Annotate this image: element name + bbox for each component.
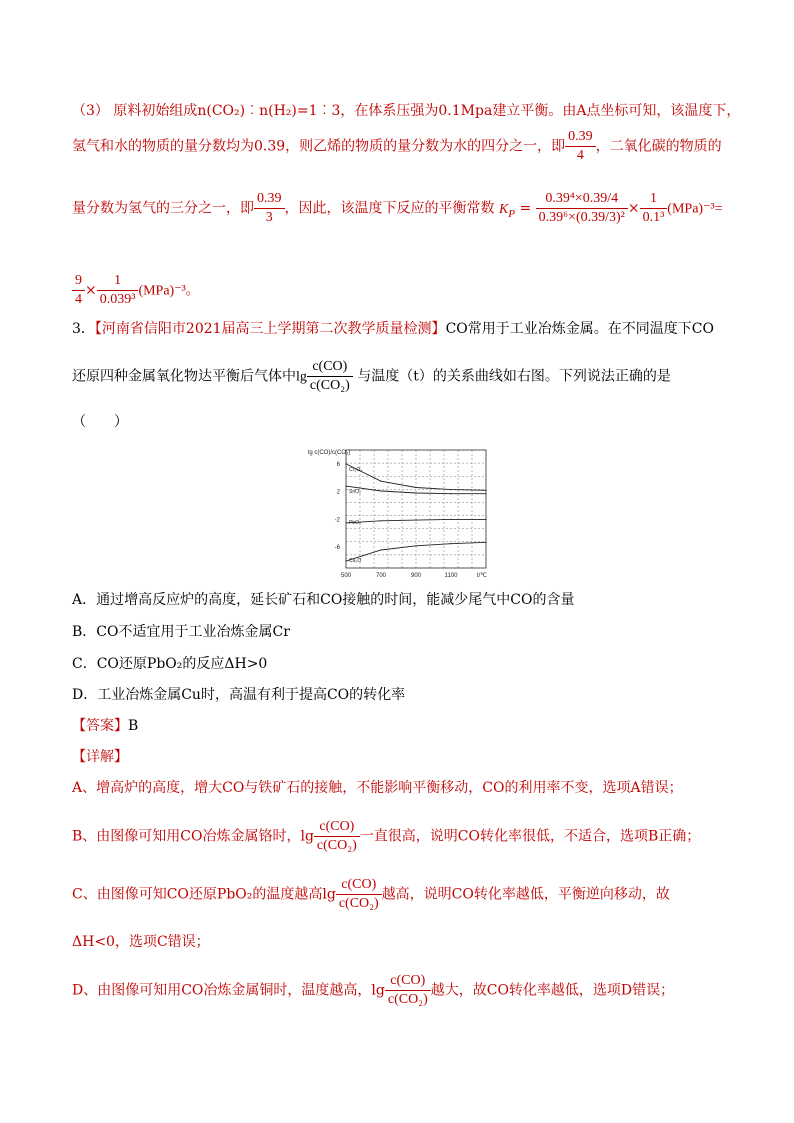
data-point bbox=[380, 490, 381, 491]
fraction-039-over-4: $\frac{0.39}{4}$ bbox=[565, 128, 596, 165]
fraction-cco-over-cco2: $\frac{c(CO)}{\text{c(CO₂)}}$ bbox=[307, 358, 353, 395]
y-tick-label: 2 bbox=[336, 489, 340, 496]
x-tick-label: 700 bbox=[375, 573, 387, 579]
q3-source: 【河南省信阳市2021届高三上学期第二次教学质量检测】 bbox=[94, 321, 446, 337]
detail-c: C、由图像可知CO还原PbO₂的温度越高lg $\frac{c(CO)}{\text{c(CO₂)}}$ 越高，说明CO转化率越低，平衡逆向移动，故 bbox=[72, 877, 670, 911]
detail-d: D、由图像可知用CO冶炼金属铜时，温度越高，lg $\frac{c(CO)}{\text{c(CO₂)}}$ 越大，故CO转化率越低，选项D错误； bbox=[72, 973, 675, 1007]
q3-line2: 还原四种金属氧化物达平衡后气体中lg $\frac{c(CO)}{\text{c(CO₂)}}$ 与温度（t）的关系曲线如右图。下列说法正确的是 bbox=[72, 359, 671, 393]
data-point bbox=[485, 519, 486, 520]
part3-line1: （3） 原料初始组成n(CO₂)︰n(H₂)=1︰3，在体系压强为0.1Mpa建立平衡。由A点坐标可知，该温度下， bbox=[72, 103, 741, 119]
kp-main-fraction: $\frac{\text{0.39⁴×0.39/4}}{\text{0.39⁶×(0.39/3)²}}$ bbox=[536, 190, 628, 227]
data-point bbox=[380, 549, 381, 550]
data-point bbox=[345, 560, 346, 561]
data-point bbox=[415, 520, 416, 521]
part3-line2-text-b: ，二氧化碳的物质的 bbox=[595, 138, 722, 155]
x-tick-label: 500 bbox=[340, 573, 352, 579]
part3-line2-text-a: 氢气和水的物质的量分数均为0.39，则乙烯的物质的量分数为水的四分之一，即 bbox=[72, 138, 566, 155]
detail-a: A、增高炉的高度，增大CO与铁矿石的接触，不能影响平衡移动，CO的利用率不变，选项A错误； bbox=[72, 780, 683, 796]
data-point bbox=[415, 487, 416, 488]
y-tick-label: 6 bbox=[336, 461, 340, 468]
data-point bbox=[380, 520, 381, 521]
series-label: SnO₂ bbox=[349, 489, 361, 496]
part3-line2 bbox=[72, 128, 722, 165]
option-b: B．CO不适宜用于工业冶炼金属Cr bbox=[72, 624, 290, 640]
x-tick-label: 1100 bbox=[444, 573, 458, 579]
data-point bbox=[485, 493, 486, 494]
q3-paren: （ ） bbox=[72, 414, 128, 430]
x-tick-label: 900 bbox=[410, 573, 422, 579]
y-tick-label: -2 bbox=[334, 517, 340, 524]
detail-label: 【详解】 bbox=[72, 749, 128, 765]
y-axis-label: lg c(CO)/c(CO₂) bbox=[308, 450, 351, 456]
fraction-9-over-4: $\frac{9}{4}$ bbox=[72, 272, 85, 309]
fraction-039-over-3: $\frac{0.39}{3}$ bbox=[254, 190, 285, 227]
data-point bbox=[485, 490, 486, 491]
part3-line3: 量分数为氢气的三分之一，即 $\frac{0.39}{3}$ ，因此，该温度下反应的平衡常数 $K_P$ = $\frac{\text{0.39⁴×0.39/4}}{\text{0.39⁶×(0.39/3)²}}$ × $\frac{1}{\text{0.1³}}$ (MPa)⁻³= bbox=[72, 191, 723, 225]
answer-value: B bbox=[128, 718, 139, 734]
option-a: A．通过增高反应炉的高度，延长矿石和CO接触的时间，能减少尾气中CO的含量 bbox=[72, 592, 575, 608]
fraction-1-over-0039cubed: $\frac{1}{\text{0.039³}}$ bbox=[97, 272, 139, 309]
part3-line4: $\frac{9}{4}$ × $\frac{1}{\text{0.039³}}$ (MPa)⁻³。 bbox=[72, 272, 200, 309]
x-axis-label: t/℃ bbox=[476, 573, 488, 579]
y-tick-label: -6 bbox=[334, 545, 340, 552]
data-point bbox=[345, 485, 346, 486]
option-c: C．CO还原PbO₂的反应ΔH>0 bbox=[72, 656, 268, 672]
equilibrium-chart bbox=[300, 440, 500, 582]
data-point bbox=[450, 493, 451, 494]
fraction-1-over-01cubed: $\frac{1}{\text{0.1³}}$ bbox=[640, 190, 668, 227]
detail-c-cont: ΔH<0，选项C错误； bbox=[72, 934, 210, 950]
data-point bbox=[450, 489, 451, 490]
q3-line1: 3．【河南省信阳市2021届高三上学期第二次教学质量检测】CO常用于工业冶炼金属。在不同温度下CO bbox=[72, 321, 714, 337]
data-point bbox=[345, 463, 346, 464]
answer-line bbox=[72, 716, 138, 736]
data-point bbox=[415, 545, 416, 546]
data-point bbox=[380, 481, 381, 482]
data-point bbox=[345, 522, 346, 523]
detail-b: B、由图像可知用CO冶炼金属铬时，lg $\frac{c(CO)}{\text{c(CO₂)}}$ 一直很高，说明CO转化率很低，不适合，选项B正确； bbox=[72, 819, 701, 853]
data-point bbox=[415, 492, 416, 493]
series-label: Cu₂O bbox=[349, 558, 362, 565]
data-point bbox=[450, 543, 451, 544]
data-point bbox=[485, 542, 486, 543]
option-d: D．工业冶炼金属Cu时，高温有利于提高CO的转化率 bbox=[72, 687, 406, 703]
data-point bbox=[450, 519, 451, 520]
kp-symbol: $K_P$ bbox=[498, 201, 516, 220]
series-label: Cr₂O₃ bbox=[349, 466, 363, 473]
answer-label: 【答案】 bbox=[72, 718, 128, 734]
series-label: PbO₂ bbox=[349, 519, 361, 526]
